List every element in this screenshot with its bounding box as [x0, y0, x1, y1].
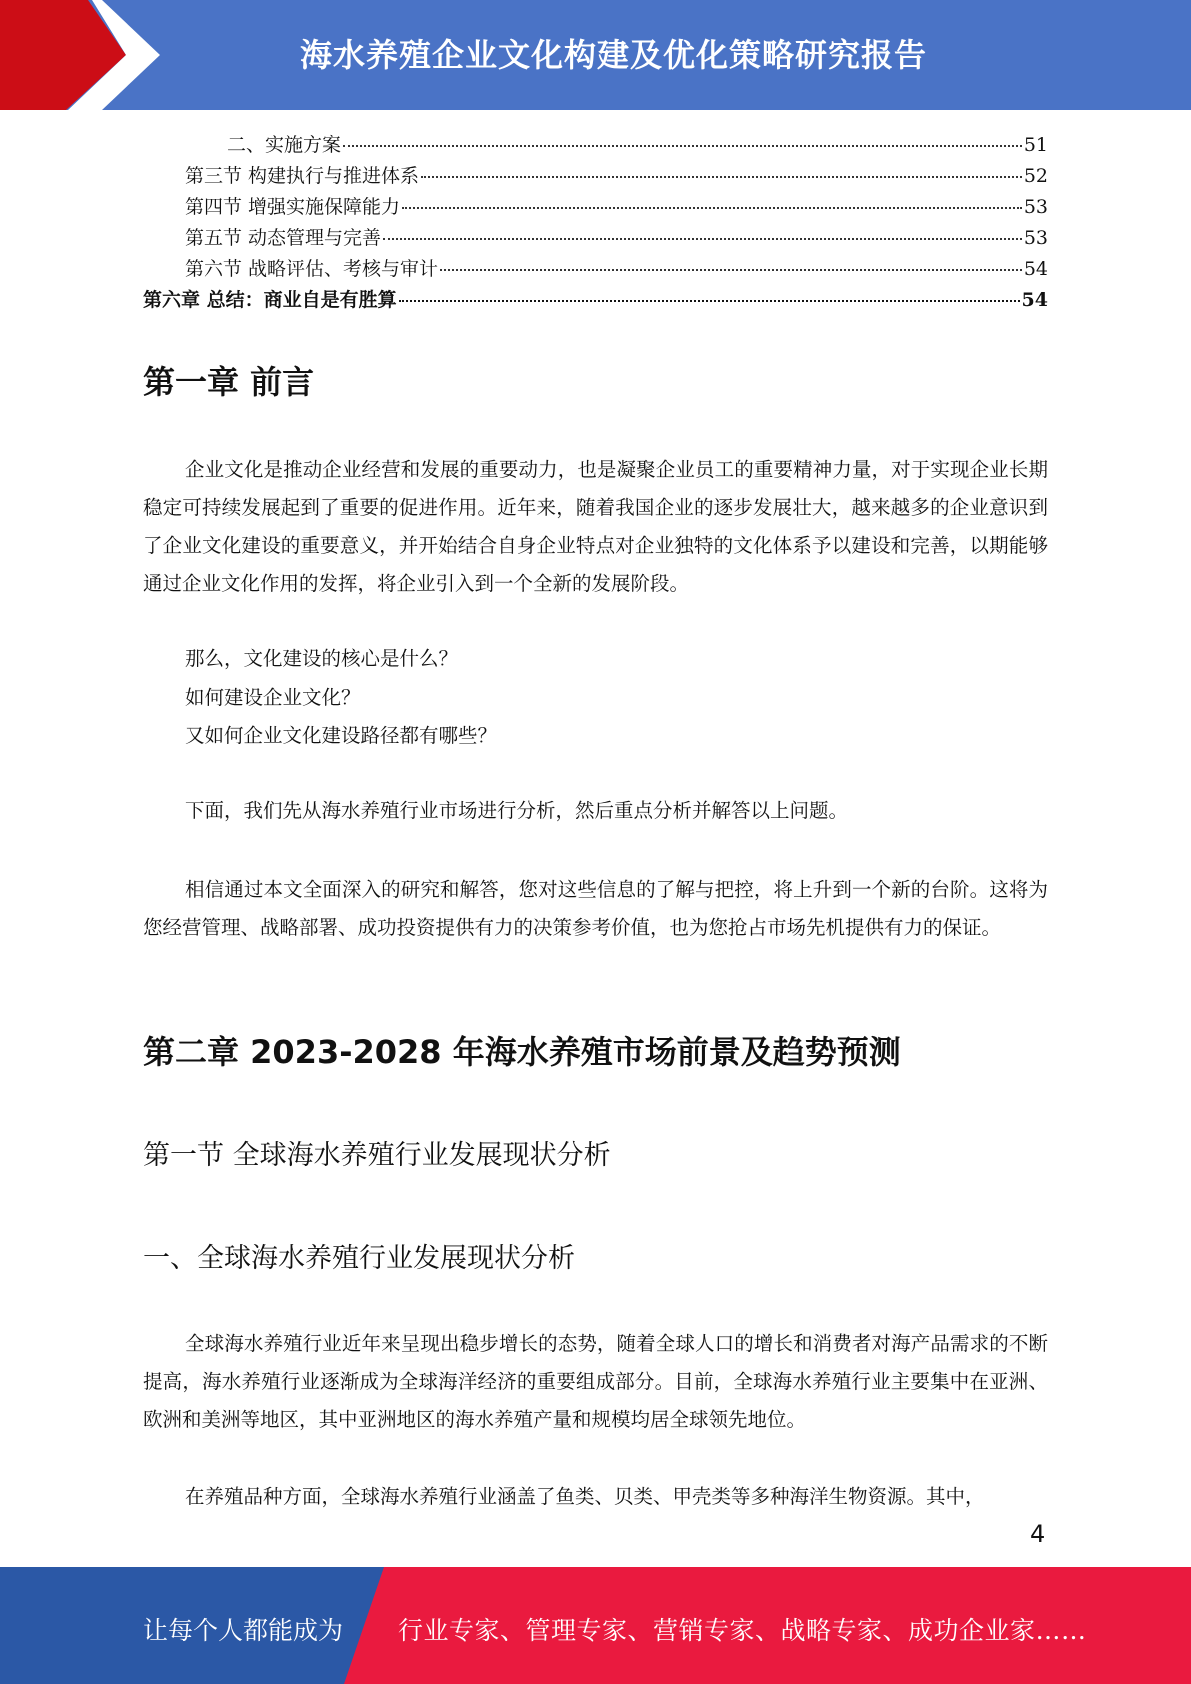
toc-item-title: 第五节 动态管理与完善 — [185, 227, 382, 249]
toc-item[interactable] — [143, 254, 1048, 285]
toc-item[interactable] — [143, 161, 1048, 192]
toc-item-page: 53 — [1023, 196, 1048, 218]
toc-item[interactable] — [143, 130, 1048, 161]
footer-slogan-left: 让每个人都能成为 — [143, 1616, 344, 1645]
toc-item[interactable] — [143, 223, 1048, 254]
chapter2-paragraph: 全球海水养殖行业近年来呈现出稳步增长的态势，随着全球人口的增长和消费者对海产品需求的不断提高，海水养殖行业逐渐成为全球海洋经济的重要组成部分。目前，全球海水养殖行业主要集中在亚洲、欧洲和美洲等地区，其中亚洲地区的海水养殖产量和规模均居全球领先地位。 — [143, 1332, 1048, 1431]
toc-item-title: 第三节 构建执行与推进体系 — [185, 165, 420, 187]
chapter2-paragraph: 在养殖品种方面，全球海水养殖行业涵盖了鱼类、贝类、甲壳类等多种海洋生物资源。其中， — [185, 1485, 985, 1508]
toc-leader-dots — [383, 238, 1022, 240]
question-item: 又如何企业文化建设路径都有哪些？ — [185, 724, 498, 747]
report-title: 海水养殖企业文化构建及优化策略研究报告 — [300, 36, 928, 74]
toc-item-title: 第六节 战略评估、考核与审计 — [185, 258, 439, 280]
toc-item-page: 52 — [1023, 165, 1048, 187]
toc-leader-dots — [421, 176, 1022, 178]
toc-leader-dots — [343, 145, 1022, 147]
toc-item[interactable] — [143, 285, 1048, 316]
toc-item-title: 第四节 增强实施保障能力 — [185, 196, 401, 218]
toc-item-title: 第六章 总结：商业自是有胜算 — [143, 289, 397, 311]
chapter1-paragraph: 相信通过本文全面深入的研究和解答，您对这些信息的了解与把控，将上升到一个新的台阶。这将为您经营管理、战略部署、成功投资提供有力的决策参考价值，也为您抢占市场先机提供有力的保证。 — [143, 878, 1048, 939]
chapter1-title: 第一章 前言 — [143, 363, 315, 401]
toc-item-page: 54 — [1021, 289, 1048, 311]
chapter1-paragraph: 下面，我们先从海水养殖行业市场进行分析，然后重点分析并解答以上问题。 — [185, 799, 849, 822]
page-header — [0, 0, 1191, 110]
toc-item-page: 54 — [1023, 258, 1048, 280]
toc-leader-dots — [399, 300, 1020, 302]
toc-item-page: 53 — [1023, 227, 1048, 249]
table-of-contents — [143, 130, 1048, 316]
footer-slogan-right: 行业专家、管理专家、营销专家、战略专家、成功企业家…… — [398, 1616, 1087, 1645]
question-item: 那么，文化建设的核心是什么？ — [185, 647, 459, 670]
page-number: 4 — [1030, 1520, 1046, 1548]
page-footer — [0, 1567, 1191, 1684]
section-title: 第一节 全球海水养殖行业发展现状分析 — [143, 1140, 611, 1171]
subsection-title: 一、全球海水养殖行业发展现状分析 — [143, 1243, 575, 1274]
toc-leader-dots — [440, 269, 1022, 271]
toc-leader-dots — [402, 207, 1022, 209]
toc-item[interactable] — [143, 192, 1048, 223]
question-item: 如何建设企业文化？ — [185, 686, 361, 709]
chapter2-title: 第二章 2023-2028 年海水养殖市场前景及趋势预测 — [143, 1033, 901, 1071]
chapter1-paragraph: 企业文化是推动企业经营和发展的重要动力，也是凝聚企业员工的重要精神力量，对于实现企业长期稳定可持续发展起到了重要的促进作用。近年来，随着我国企业的逐步发展壮大，越来越多的企业意识到了企业文化建设的重要意义，并开始结合自身企业特点对企业独特的文化体系予以建设和完善，以期能够通过企业文化作用的发挥，将企业引入到一个全新的发展阶段。 — [143, 458, 1048, 595]
toc-item-page: 51 — [1023, 134, 1048, 156]
toc-item-title: 二、实施方案 — [227, 134, 342, 156]
